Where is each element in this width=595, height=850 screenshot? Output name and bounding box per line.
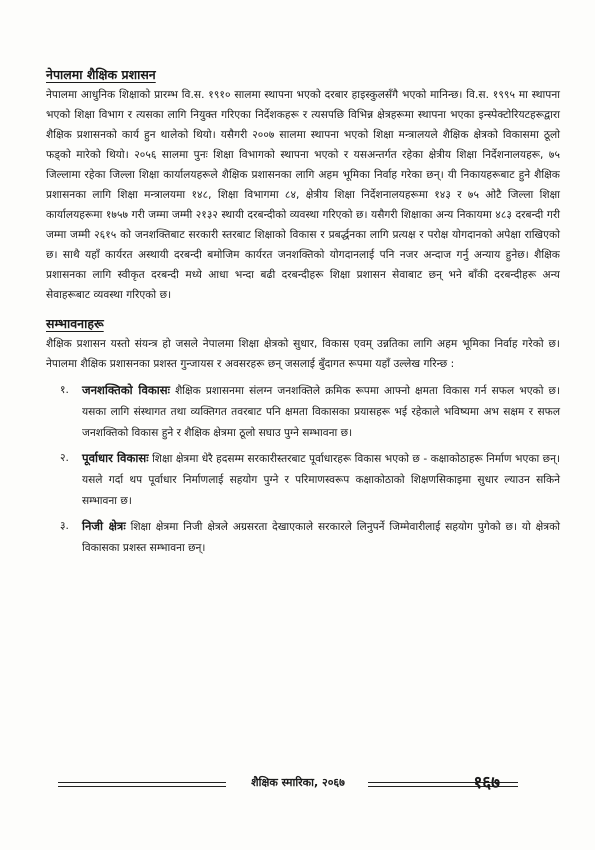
list-item-number: १. (60, 384, 69, 396)
footer-title: शैक्षिक स्मारिका, २०६७ (251, 776, 345, 789)
list-item-text: शैक्षिक प्रशासनमा संलग्न जनशक्तिले क्रमिक रूपमा आफ्नो क्षमता विकास गर्न सफल भएको छ। यसका लागि संस्थागत तथा व्यक्तिगत तवरबाट पनि क्षमता विकासका प्रयासहरू भई रहेकाले भविष्यमा अभ सक्षम र सफल जनशक्तिको विकास हुने र शैक्षिक क्षेत्रमा ठूलो सघाउ पुग्ने सम्भावना छ। (82, 385, 560, 439)
section-heading-possibilities: सम्भावनाहरू (46, 316, 104, 331)
footer-rule-left-bottom (58, 786, 226, 787)
list-item-text: शिक्षा क्षेत्रमा धेरै हदसम्म सरकारीस्तरबाट पूर्वाधारहरू विकास भएको छ - कक्षाकोठाहरू निर्माण भएका छन्। यसले गर्दा थप पूर्वाधार निर्माणलाई सहयोग पुग्ने र परिमाणस्वरूप कक्षाकोठाको शिक्षणसिकाइमा सुधार ल्याउन सकिने सम्भावना छ। (82, 453, 560, 507)
page-content (46, 66, 560, 563)
list-item-number: ३. (60, 520, 69, 532)
section-heading-administration: नेपालमा शैक्षिक प्रशासन (46, 67, 156, 82)
list-item (46, 516, 560, 559)
list-item (46, 448, 560, 512)
list-item-term: निजी क्षेत्रः (82, 519, 126, 533)
list-item (46, 380, 560, 444)
page-number: १६७ (473, 773, 500, 793)
administration-paragraph: नेपालमा आधुनिक शिक्षाको प्रारम्भ वि.स. १९१० सालमा स्थापना भएको दरबार हाइस्कुलसँगै भएको मानिन्छ। वि.स. १९९५ मा स्थापना भएको शिक्षा विभाग र त्यसका लागि नियुक्त गरिएका निर्देशकहरू र त्यसपछि विभिन्न क्षेत्रहरूमा स्थापना भएका इन्स्पेक्टोरियटहरूद्वारा शैक्षिक प्रशासनको कार्य हुन थालेको थियो। यसैगरी २००७ सालमा स्थापना भएको शिक्षा मन्त्रालयले शैक्षिक क्षेत्रको विकासमा ठूलो फड्को मारेको थियो। २०५६ सालमा पुनः शिक्षा विभागको स्थापना भएको र यसअन्तर्गत रहेका क्षेत्रीय शिक्षा निर्देशनालयहरू, ७५ जिल्लामा रहेका जिल्ला शिक्षा कार्यालयहरूले शैक्षिक प्रशासनका लागि अहम भूमिका निर्वाह गरेका छन्। यी निकायहरूबाट हुने शैक्षिक प्रशासनका लागि शिक्षा मन्त्रालयमा १४८, शिक्षा विभागमा ८४, क्षेत्रीय शिक्षा निर्देशनालयहरूमा १४३ र ७५ ओटै जिल्ला शिक्षा कार्यालयहरूमा १७५७ गरी जम्मा जम्मी २१३२ स्थायी दरबन्दीको व्यवस्था गरिएको छ। यसैगरी शिक्षाका अन्य निकायमा ४८३ दरबन्दी गरी जम्मा जम्मी २६१५ को जनशक्तिबाट सरकारी स्तरबाट शिक्षाको विकास र प्रबर्द्धनका लागि प्रत्यक्ष र परोक्ष योगदानको अपेक्षा राखिएको छ। साथै यहाँ कार्यरत अस्थायी दरबन्दी बमोजिम कार्यरत जनशक्तिको योगदानलाई पनि नजर अन्दाज गर्नु अन्याय हुनेछ। शैक्षिक प्रशासनका लागि स्वीकृत दरबन्दी मध्ये आधा भन्दा बढी दरबन्दीहरू शिक्षा प्रशासन सेवाबाट छन् भने बाँकी दरबन्दीहरू अन्य सेवाहरूबाट व्यवस्था गरिएको छ। (46, 89, 560, 301)
page-footer (58, 768, 534, 808)
list-item-number: २. (60, 452, 69, 464)
footer-rule-left-top (58, 782, 226, 783)
list-item-text: शिक्षा क्षेत्रमा निजी क्षेत्रले अग्रसरता देखाएकाले सरकारले लिनुपर्ने जिम्मेवारीलाई सहयोग पुगेको छ। यो क्षेत्रको विकासका प्रशस्त सम्भावना छन्। (82, 521, 560, 554)
possibilities-list (46, 380, 560, 559)
list-item-term: जनशक्तिको विकासः (82, 383, 170, 397)
list-item-term: पूर्वाधार विकासः (82, 451, 149, 465)
possibilities-intro: शैक्षिक प्रशासन यस्तो संयन्त्र हो जसले नेपालमा शिक्षा क्षेत्रको सुधार, विकास एवम् उन्नतिका लागि अहम भूमिका निर्वाह गरेको छ। नेपालमा शैक्षिक प्रशासनका प्रशस्त गुन्जायस र अवसरहरू छन् जसलाई बुँदागत रूपमा यहाँ उल्लेख गरिन्छ : (46, 338, 560, 370)
